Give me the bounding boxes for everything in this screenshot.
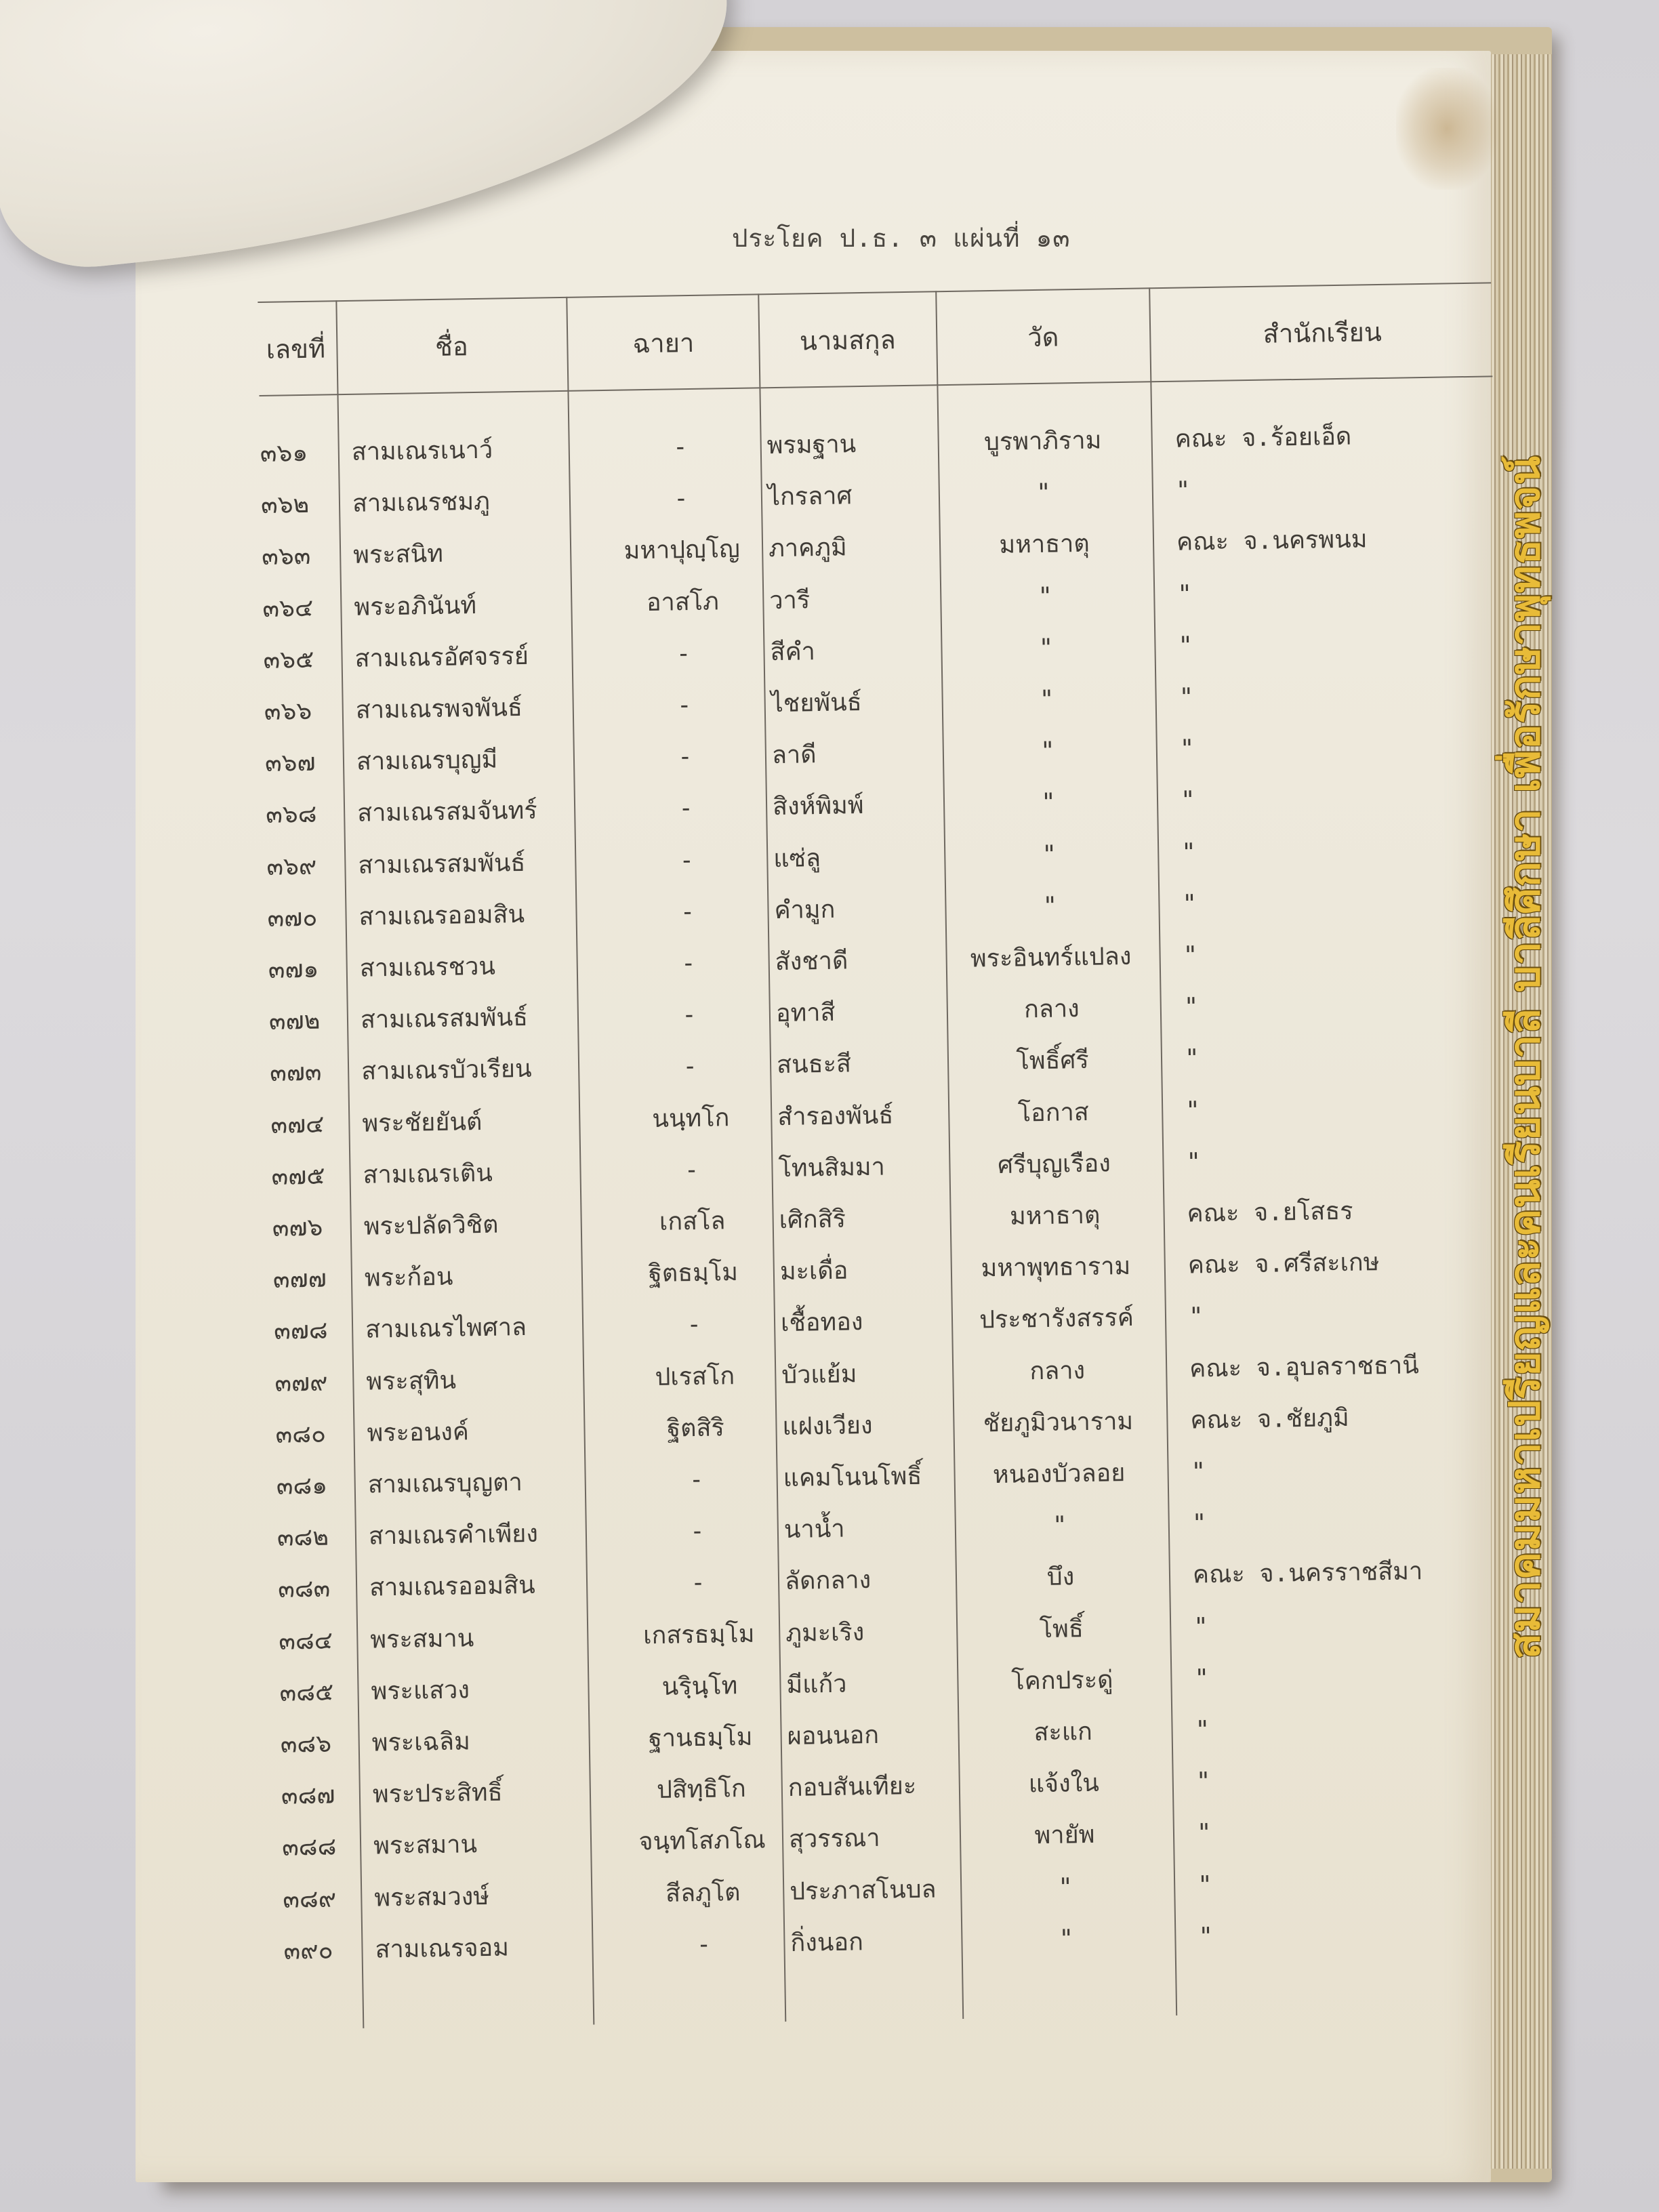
row-monastic-title: -: [696, 1930, 712, 1959]
row-school: ": [1183, 993, 1199, 1021]
row-surname: ภูมะเริง: [785, 1618, 865, 1647]
row-number: ๓๖๙: [266, 852, 317, 881]
row-monastic-title: ฐิตธมฺโม: [648, 1258, 739, 1288]
age-stain: [1396, 68, 1498, 190]
row-name: สามเณรออมสิน: [359, 900, 525, 931]
row-name: พระสมวงษ์: [374, 1882, 490, 1912]
row-surname: ไชยพันธ์: [771, 689, 862, 718]
row-monastic-title: -: [689, 1465, 704, 1494]
row-name: พระสมาน: [370, 1624, 474, 1654]
row-temple: ": [1039, 685, 1054, 714]
row-school: ": [1197, 1870, 1213, 1900]
row-name: พระอภินันท์: [354, 591, 477, 621]
results-table: [258, 268, 1519, 2083]
row-name: สามเณรเติน: [363, 1159, 493, 1189]
row-temple: ": [1042, 840, 1057, 869]
row-surname: กิ่งนอก: [790, 1928, 864, 1957]
row-number: ๓๖๗: [264, 748, 316, 778]
row-temple: แจ้งใน: [1028, 1769, 1100, 1799]
row-surname: อุทาสี: [775, 998, 836, 1028]
row-name: สามเณรสมพันธ์: [358, 848, 526, 880]
row-school: ": [1181, 838, 1197, 867]
row-number: ๓๖๓: [261, 542, 311, 571]
row-number: ๓๘๖: [280, 1729, 332, 1759]
row-number: ๓๘๔: [279, 1626, 333, 1656]
row-school: ": [1178, 632, 1193, 660]
row-name: สามเณรชวน: [359, 952, 496, 983]
row-monastic-title: -: [681, 1001, 697, 1029]
row-name: สามเณรไพศาล: [365, 1313, 527, 1345]
row-surname: สำรองพันธ์: [777, 1101, 894, 1131]
row-monastic-title: ฐิตสิริ: [666, 1414, 725, 1443]
row-name: พระเฉลิม: [371, 1727, 471, 1757]
row-number: ๓๗๔: [270, 1110, 325, 1139]
row-school: ": [1196, 1819, 1212, 1847]
row-temple: ": [1059, 1925, 1074, 1953]
row-temple: พายัพ: [1034, 1821, 1095, 1850]
row-monastic-title: นนฺทโก: [651, 1103, 730, 1133]
row-temple: ชัยภูมิวนาราม: [983, 1407, 1134, 1438]
row-name: พระสนิท: [352, 540, 444, 570]
row-school: ": [1193, 1612, 1209, 1641]
header-temple: วัด: [1027, 322, 1059, 353]
row-name: พระอนงค์: [367, 1418, 470, 1448]
row-monastic-title: -: [672, 433, 688, 462]
row-monastic-title: -: [676, 691, 692, 720]
row-monastic-title: จนฺทโสภโณ: [638, 1826, 766, 1856]
row-school: คณะ จ.นครราชสีมา: [1192, 1557, 1423, 1589]
row-temple: ": [1052, 1511, 1067, 1540]
row-number: ๓๘๘: [281, 1832, 337, 1862]
row-number: ๓๗๙: [274, 1368, 328, 1397]
row-number: ๓๗๘: [273, 1316, 328, 1346]
row-temple: มหาธาตุ: [999, 530, 1090, 560]
row-number: ๓๖๑: [260, 438, 308, 468]
row-surname: พรมฐาน: [766, 430, 857, 460]
row-name: สามเณรพจพันธ์: [355, 693, 523, 724]
row-school: คณะ จ.ร้อยเอ็ด: [1174, 422, 1352, 453]
row-temple: ": [1040, 737, 1056, 766]
row-surname: แซ่ลู: [773, 844, 821, 873]
row-name: พระชัยยันต์: [362, 1107, 483, 1138]
row-monastic-title: -: [676, 639, 691, 668]
row-school: ": [1179, 683, 1194, 712]
row-temple: ": [1042, 892, 1058, 920]
row-name: พระสุทิน: [366, 1366, 457, 1396]
row-temple: โคกประดู่: [1011, 1666, 1113, 1696]
row-monastic-title: นริฺนฺโท: [661, 1671, 738, 1701]
row-monastic-title: -: [686, 1311, 702, 1339]
row-name: พระปลัดวิชิต: [363, 1210, 499, 1241]
row-surname: ประภาสโนบล: [789, 1875, 937, 1906]
row-monastic-title: -: [680, 897, 695, 926]
row-surname: คำมูก: [774, 895, 836, 924]
row-number: ๓๙๐: [283, 1936, 333, 1965]
header-surname: นามสกุล: [799, 325, 897, 356]
row-school: ": [1186, 1148, 1202, 1176]
row-number: ๓๗๖: [272, 1213, 323, 1242]
row-school: ": [1191, 1458, 1206, 1486]
row-school: ": [1184, 1044, 1200, 1073]
row-temple: ": [1038, 582, 1053, 611]
row-surname: ภาคภูมิ: [768, 533, 847, 563]
row-name: พระประสิทธิ์: [372, 1778, 503, 1809]
row-number: ๓๖๔: [262, 594, 314, 623]
row-school: ": [1180, 786, 1196, 815]
row-temple: ": [1058, 1872, 1073, 1902]
row-name: สามเณรออมสิน: [369, 1572, 535, 1603]
row-monastic-title: ปเรสโก: [655, 1361, 735, 1391]
row-surname: มีแก้ว: [786, 1670, 847, 1699]
row-name: พระแสวง: [371, 1676, 470, 1706]
row-number: ๓๖๒: [260, 491, 310, 520]
header-monastic-title: ฉายา: [632, 327, 695, 359]
row-monastic-title: -: [678, 794, 694, 823]
row-surname: เศิกสิริ: [779, 1205, 846, 1235]
row-number: ๓๖๘: [265, 800, 317, 830]
row-monastic-title: -: [684, 1155, 699, 1185]
page-title: ประโยค ป.ธ. ๓ แผ่นที่ ๑๓: [732, 224, 1071, 253]
row-number: ๓๘๑: [276, 1471, 328, 1500]
row-temple: โพธิ์: [1039, 1614, 1084, 1643]
row-temple: ": [1038, 634, 1054, 662]
row-number: ๓๗๐: [267, 903, 318, 933]
row-monastic-title: -: [673, 485, 689, 513]
row-number: ๓๘๓: [277, 1574, 331, 1604]
row-surname: กอบสันเทียะ: [787, 1772, 917, 1803]
row-number: ๓๘๗: [281, 1781, 335, 1810]
row-temple: กลาง: [1029, 1356, 1086, 1385]
row-school: ": [1183, 941, 1198, 970]
row-surname: สุวรรณา: [788, 1824, 880, 1854]
row-monastic-title: -: [682, 1052, 698, 1081]
row-surname: ลาดี: [771, 741, 817, 770]
row-school: ": [1194, 1664, 1210, 1693]
row-number: ๓๗๗: [272, 1265, 327, 1294]
row-school: ": [1176, 579, 1193, 609]
row-temple: กลาง: [1023, 995, 1080, 1024]
row-temple: สะแก: [1033, 1717, 1093, 1747]
row-school: ": [1175, 476, 1191, 505]
row-name: สามเณรบุญมี: [356, 745, 498, 776]
row-number: ๓๗๑: [268, 955, 319, 984]
row-surname: เชื้อทอง: [780, 1308, 863, 1338]
row-name: สามเณรบัวเรียน: [361, 1055, 532, 1086]
header-school: สำนักเรียน: [1263, 316, 1382, 349]
row-surname: แคมโนนโพธิ์: [783, 1462, 922, 1493]
row-surname: สีคำ: [770, 637, 816, 666]
table-top-rule: [258, 282, 1491, 303]
row-temple: บูรพาภิราม: [983, 426, 1102, 457]
row-number: ๓๖๕: [263, 645, 314, 674]
row-surname: นาน้ำ: [783, 1515, 845, 1544]
row-surname: ไกรลาศ: [767, 482, 853, 512]
row-temple: ประชารังสรรค์: [979, 1304, 1134, 1334]
row-surname: แฝงเวียง: [782, 1411, 873, 1441]
row-number: ๓๘๕: [279, 1678, 334, 1707]
row-temple: พระอินทร์แปลง: [970, 942, 1132, 973]
row-name: สามเณรจอม: [375, 1933, 510, 1964]
row-surname: วารี: [769, 586, 811, 615]
row-monastic-title: -: [689, 1517, 705, 1546]
row-monastic-title: -: [679, 846, 695, 874]
row-school: ": [1179, 735, 1195, 763]
row-name: สามเณรสมจันทร์: [356, 797, 537, 828]
row-number: ๓๘๐: [275, 1420, 327, 1449]
row-number: ๓๗๓: [269, 1059, 322, 1088]
row-monastic-title: เกสโล: [659, 1207, 726, 1236]
row-monastic-title: มหาปุญฺโญ: [623, 535, 741, 565]
row-monastic-title: ปสิทฺธิโก: [656, 1775, 747, 1805]
row-name: สามเณรคำเพียง: [368, 1519, 539, 1551]
row-name: สามเณรชมภู: [352, 487, 491, 518]
header-number: เลขที่: [266, 333, 326, 365]
row-school: คณะ จ.อุบลราชธานี: [1189, 1351, 1420, 1383]
row-monastic-title: อาสโภ: [646, 587, 720, 617]
row-monastic-title: -: [680, 949, 696, 978]
row-temple: โอกาส: [1017, 1098, 1090, 1128]
row-school: ": [1198, 1922, 1214, 1951]
row-number: ๓๘๙: [283, 1885, 337, 1914]
row-temple: หนองบัวลอย: [992, 1459, 1126, 1490]
row-name: สามเณรสมพันธ์: [360, 1004, 529, 1034]
row-temple: บึง: [1046, 1563, 1075, 1592]
row-surname: โทนสิมมา: [778, 1153, 886, 1183]
row-school: คณะ จ.ยโสธร: [1187, 1197, 1353, 1228]
row-school: คณะ จ.ศรีสะเกษ: [1187, 1248, 1380, 1279]
row-temple: ": [1036, 478, 1052, 508]
row-temple: มหาพุทธาราม: [981, 1252, 1131, 1283]
row-school: คณะ จ.ชัยภูมิ: [1190, 1404, 1349, 1435]
row-number: ๓๗๕: [271, 1162, 325, 1191]
row-number: ๓๗๒: [268, 1006, 321, 1036]
row-temple: ": [1040, 788, 1057, 817]
row-monastic-title: -: [690, 1569, 706, 1597]
row-temple: มหาธาตุ: [1009, 1201, 1101, 1231]
row-temple: ศรีบุญเรือง: [997, 1149, 1111, 1179]
row-school: ": [1195, 1767, 1211, 1796]
row-temple: โพธิ์ศรี: [1016, 1046, 1089, 1076]
table-header-rule: [259, 375, 1492, 396]
row-surname: ผอนนอก: [787, 1721, 880, 1750]
row-school: ": [1185, 1096, 1201, 1125]
row-school: ": [1195, 1716, 1210, 1744]
row-monastic-title: เกสรธมฺโม: [642, 1620, 755, 1650]
row-surname: มะเดื่อ: [779, 1256, 848, 1286]
row-name: สามเณรเนาว์: [351, 436, 493, 466]
row-number: ๓๖๖: [264, 697, 312, 726]
row-monastic-title: ฐานธมฺโม: [648, 1723, 753, 1753]
row-surname: บัวแย้ม: [781, 1359, 857, 1389]
header-name: ชื่อ: [434, 331, 469, 362]
row-school: ": [1191, 1509, 1207, 1538]
row-monastic-title: -: [677, 743, 693, 771]
row-name: สามเณรบุญตา: [367, 1469, 523, 1499]
row-monastic-title: สีลภูโต: [665, 1878, 741, 1908]
row-surname: ลัดกลาง: [784, 1566, 872, 1596]
row-school: ": [1188, 1303, 1204, 1331]
row-number: ๓๘๒: [276, 1523, 329, 1552]
row-surname: สิงห์พิมพ์: [772, 792, 864, 821]
watermark-text: สมาคมมหาเปรียญและคนเรียนบาลี บาลีศึกษา เพื่อรักษาพุทธพจน์: [1500, 455, 1549, 1659]
row-name: สามเณรอัศจรรย์: [354, 642, 529, 673]
row-surname: สังชาดี: [775, 947, 848, 977]
row-school: คณะ จ.นครพนม: [1176, 525, 1368, 557]
row-surname: สนธะสี: [776, 1050, 852, 1080]
row-name: พระสมาน: [373, 1830, 478, 1860]
row-name: พระก้อน: [364, 1263, 453, 1292]
row-school: ": [1182, 890, 1197, 918]
